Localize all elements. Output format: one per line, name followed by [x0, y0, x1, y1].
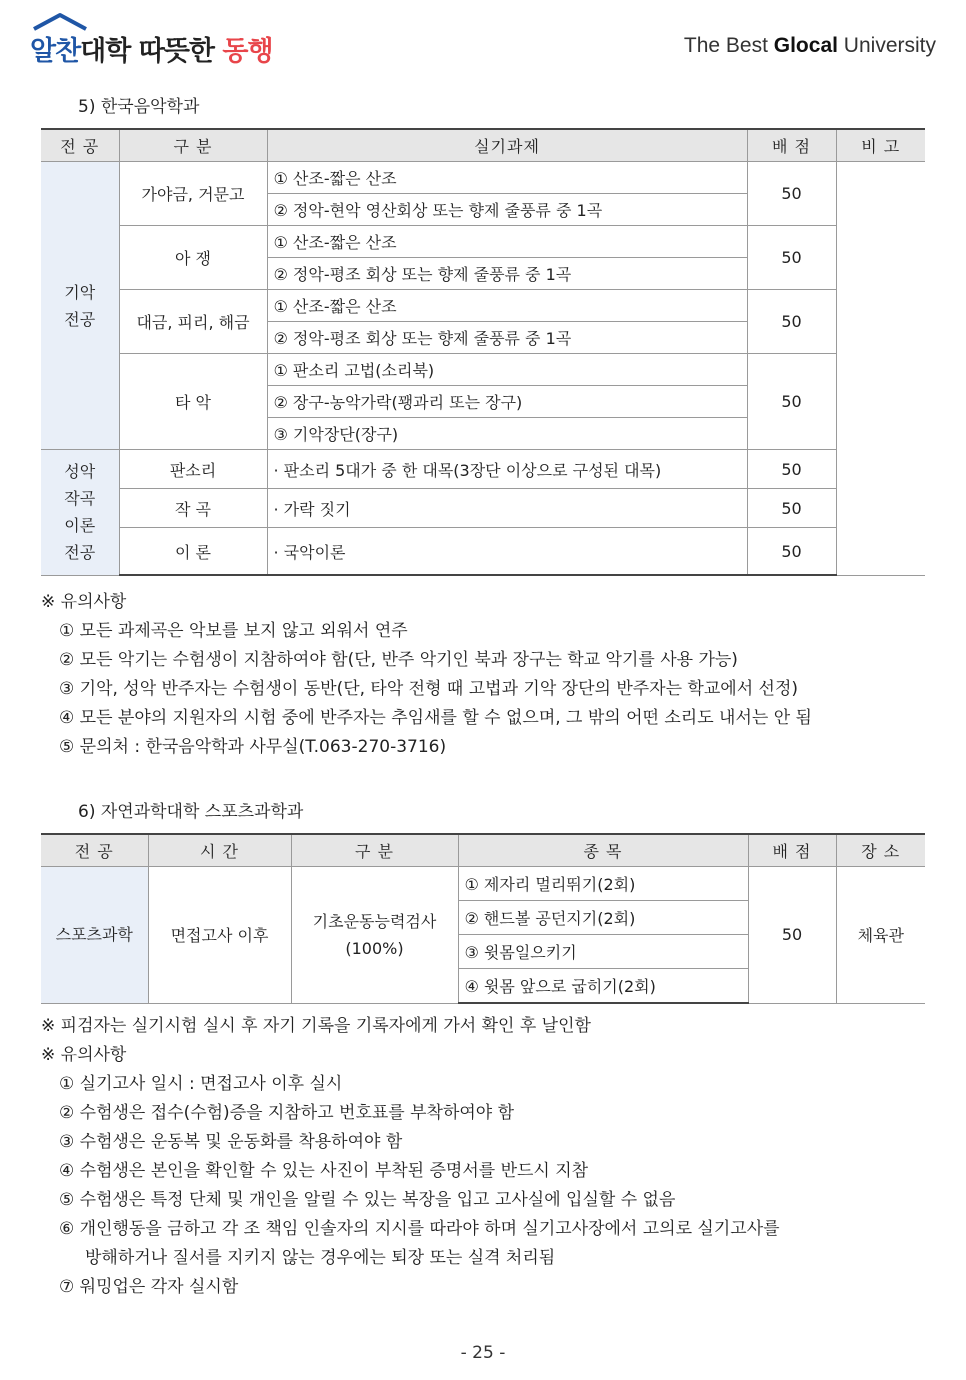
note-item: ④ 수험생은 본인을 확인할 수 있는 사진이 부착된 증명서를 반드시 지참: [59, 1161, 589, 1181]
note-item: ④ 모든 분야의 지원자의 시험 중에 반주자는 추임새를 할 수 없으며, 그 밖의 어떤 소리도 내서는 안 됨: [59, 708, 812, 728]
time-cell: 면접고사 이후: [148, 867, 291, 1004]
university-logo: [30, 12, 300, 67]
score-cell: 50: [747, 162, 836, 226]
logo-text: 알찬대학 따뜻한 동행: [30, 36, 273, 67]
task-cell: ① 산조-짧은 산조: [267, 226, 747, 258]
score-cell: 50: [747, 450, 836, 489]
page-number: - 25 -: [460, 1343, 506, 1363]
task-cell: ② 정악-현악 영산회상 또는 향제 줄풍류 중 1곡: [267, 194, 747, 226]
event-cell: ② 핸드볼 공던지기(2회): [458, 901, 748, 935]
tagline: The Best Glocal University: [683, 34, 936, 57]
score-cell: 50: [747, 489, 836, 528]
score-cell: 50: [747, 290, 836, 354]
header-place: 장 소: [836, 834, 925, 867]
category-cell: 가야금, 거문고: [119, 162, 267, 226]
task-cell: ② 정악-평조 회상 또는 향제 줄풍류 중 1곡: [267, 322, 747, 354]
note-item: ③ 기악, 성악 반주자는 수험생이 동반(단, 타악 전형 때 고법과 기악 장단의 반주자는 학교에서 선정): [59, 679, 799, 699]
category-cell: 대금, 피리, 해금: [119, 290, 267, 354]
table-row: [41, 354, 925, 386]
header-task: 실기과제: [267, 129, 747, 162]
note-item-continued: 방해하거나 질서를 지키지 않는 경우에는 퇴장 또는 실격 처리됨: [85, 1248, 556, 1268]
korean-music-table: [41, 128, 925, 576]
category-cell: 이 론: [119, 528, 267, 576]
task-cell: · 가락 짓기: [267, 489, 747, 528]
place-cell: 체육관: [836, 867, 925, 1004]
category-cell: 아 쟁: [119, 226, 267, 290]
note-item: ① 실기고사 일시 : 면접고사 이후 실시: [59, 1074, 343, 1094]
table-row: [41, 290, 925, 322]
remark-cell: [836, 162, 925, 576]
task-cell: · 국악이론: [267, 528, 747, 576]
note-item: ⑤ 문의처 : 한국음악학과 사무실(T.063-270-3716): [59, 737, 447, 757]
header-category: 구 분: [291, 834, 458, 867]
korean-music-notes: [41, 588, 812, 762]
header-time: 시 간: [148, 834, 291, 867]
event-cell: ③ 윗몸일으키기: [458, 935, 748, 969]
table-row: [41, 489, 925, 528]
notes-title: ※ 유의사항: [41, 592, 127, 612]
header-event: 종 목: [458, 834, 748, 867]
category-cell: 작 곡: [119, 489, 267, 528]
section-title-sports-science: 6) 자연과학대학 스포츠과학과: [78, 802, 304, 822]
category-cell: 기초운동능력검사 (100%): [291, 867, 458, 1004]
event-cell: ④ 윗몸 앞으로 굽히기(2회): [458, 969, 748, 1004]
header-remark: 비 고: [836, 129, 925, 162]
category-cell: 판소리: [119, 450, 267, 489]
note-item: ② 모든 악기는 수험생이 지참하여야 함(단, 반주 악기인 북과 장구는 학교 악기를 사용 가능): [59, 650, 738, 670]
header-score: 배 점: [747, 129, 836, 162]
task-cell: · 판소리 5대가 중 한 대목(3장단 이상으로 구성된 대목): [267, 450, 747, 489]
page-header: [0, 0, 966, 80]
table-row: [41, 226, 925, 258]
header-score: 배 점: [748, 834, 836, 867]
score-cell: 50: [747, 528, 836, 576]
task-cell: ① 판소리 고법(소리북): [267, 354, 747, 386]
header-category: 구 분: [119, 129, 267, 162]
major-vocal: 성악 작곡 이론 전공: [41, 450, 119, 576]
table-row: [41, 528, 925, 576]
sports-science-notes: [41, 1012, 780, 1302]
table-row: [41, 162, 925, 194]
note-top: ※ 피검자는 실기시험 실시 후 자기 기록을 기록자에게 가서 확인 후 날인함: [41, 1016, 591, 1036]
task-cell: ② 장구-농악가락(꽹과리 또는 장구): [267, 386, 747, 418]
note-item: ③ 수험생은 운동복 및 운동화를 착용하여야 함: [59, 1132, 403, 1152]
note-item: ⑤ 수험생은 특정 단체 및 개인을 알릴 수 있는 복장을 입고 고사실에 입실할 수 없음: [59, 1190, 676, 1210]
table-row: [41, 867, 925, 901]
header-major: 전 공: [41, 129, 119, 162]
task-cell: ③ 기악장단(장구): [267, 418, 747, 450]
header-major: 전 공: [41, 834, 148, 867]
category-cell: 타 악: [119, 354, 267, 450]
note-item: ② 수험생은 접수(수험)증을 지참하고 번호표를 부착하여야 함: [59, 1103, 515, 1123]
task-cell: ① 산조-짧은 산조: [267, 162, 747, 194]
major-instrumental: 기악 전공: [41, 162, 119, 450]
note-item: ⑦ 워밍업은 각자 실시함: [59, 1277, 239, 1297]
event-cell: ① 제자리 멀리뛰기(2회): [458, 867, 748, 901]
major-sports-science: 스포츠과학: [41, 867, 148, 1004]
score-cell: 50: [747, 226, 836, 290]
notes-title: ※ 유의사항: [41, 1045, 127, 1065]
note-item: ① 모든 과제곡은 악보를 보지 않고 외워서 연주: [59, 621, 408, 641]
note-item: ⑥ 개인행동을 금하고 각 조 책임 인솔자의 지시를 따라야 하며 실기고사장에서 고의로 실기고사를: [59, 1219, 780, 1239]
section-title-korean-music: 5) 한국음악학과: [78, 97, 200, 117]
score-cell: 50: [747, 354, 836, 450]
task-cell: ① 산조-짧은 산조: [267, 290, 747, 322]
table-row: [41, 450, 925, 489]
sports-science-table: [41, 833, 925, 1004]
task-cell: ② 정악-평조 회상 또는 향제 줄풍류 중 1곡: [267, 258, 747, 290]
score-cell: 50: [748, 867, 836, 1004]
